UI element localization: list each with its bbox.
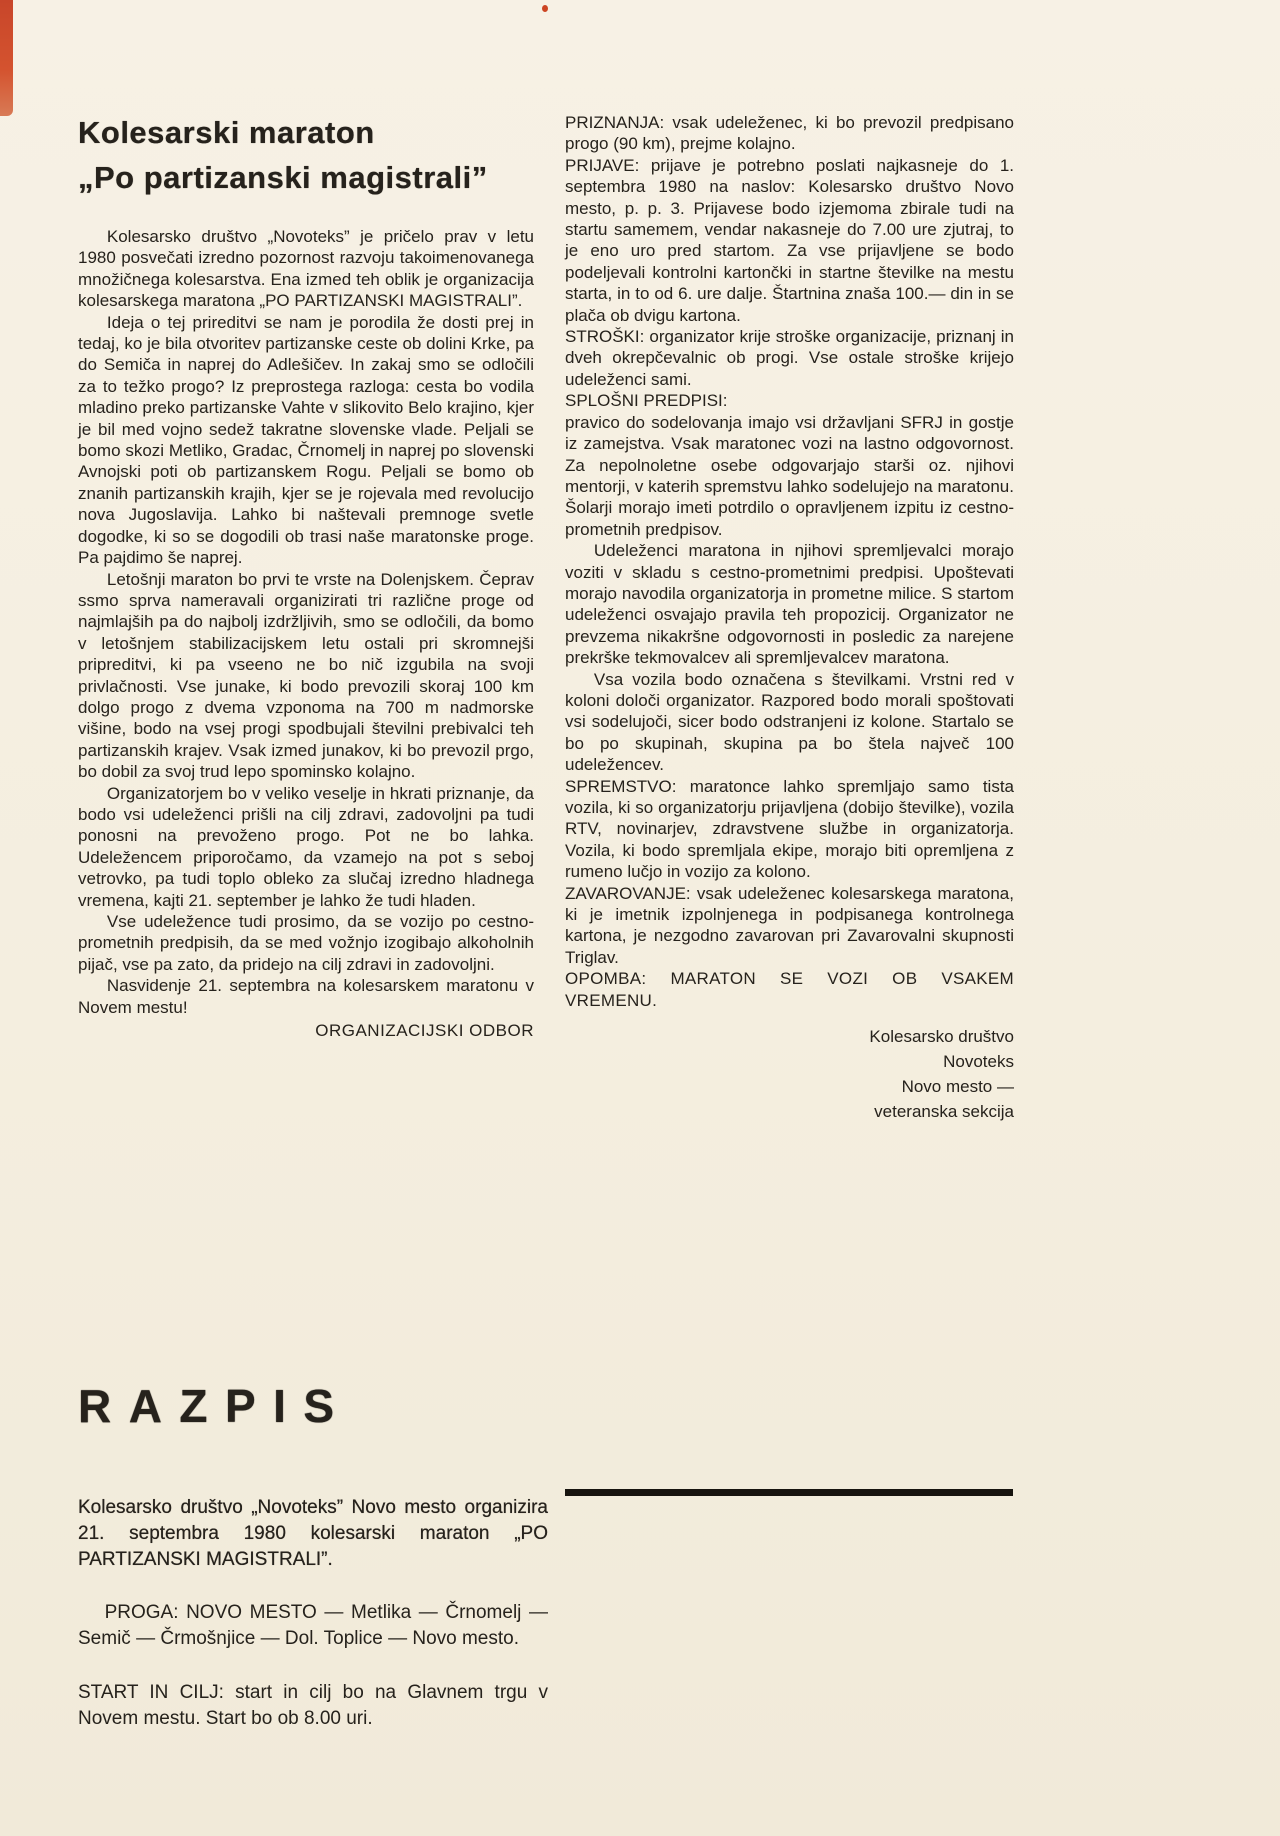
intro-text <box>78 226 534 1018</box>
intro-paragraph: Vse udeležence tudi prosimo, da se vozijo po cestno-prometnih predpisih, da se med vožnjo izogibajo alkoholnih pijač, vse pa zato, da pridejo na cilj zdravi in zadovoljni. <box>78 912 534 974</box>
intro-paragraph: Organizatorjem bo v veliko veselje in hkrati priznanje, da bodo vsi udeleženci prišli na cilj zdravi, zadovoljni pa tudi ponosni na prevoženo progo. Pot ne bo lahka. Udeležencem priporočamo, da vzamejo na pot s seboj vetrovko, pa tudi toplo obleko za slučaj izredno hladnega vremena, kajti 21. september je lahko že tudi hladen. <box>78 783 534 910</box>
razpis-heading: RAZPIS <box>78 1380 352 1432</box>
signature-line: veteranska sekcija <box>874 1102 1014 1122</box>
article-title-line2: „Po partizanski magistrali” <box>78 160 488 195</box>
red-corner-mark <box>0 0 13 116</box>
splosni-predpisi-paragraph: Udeleženci maratona in njihovi spremljevalci morajo voziti v skladu s cestno-prometnimi predpisi. Upoštevati morajo navodila organizatorja in prometne milice. S startom udeleženci osvajajo pravila teh propozicij. Organizator ne prevzema nikakršne odgovornosti in posledic za narejene prekrške tekmovalcev ali spremljevalcev maratona. <box>565 541 1014 668</box>
signature-line: Novoteks <box>943 1052 1014 1072</box>
bottom-rule <box>565 1489 1013 1496</box>
prijave-paragraph: PRIJAVE: prijave je potrebno poslati najkasneje do 1. septembra 1980 na naslov: Kolesarsko društvo Novo mesto, p. p. 3. Prijavese bodo izjemoma zbirale tudi na startu samemem, vendar nakasneje do 7.00 ure zjutraj, to je eno uro pred startom. Za vse prijavljene se bodo podeljevali kontrolni kartončki in startne številke na mestu starta, in to od 6. ure dalje. Štartnina znaša 100.— din in se plača ob dvigu kartona. <box>565 155 1014 325</box>
signature-block <box>565 1024 1014 1124</box>
intro-paragraph: Letošnji maraton bo prvi te vrste na Dolenjskem. Čeprav ssmo sprva nameravali organizirati tri različne proge od najmlajših pa do najbolj izdržljivih, smo se odločili, da bomo v letošnjem stabilizacijskem letu ostali pri skromnejši pripreditvi, ki pa vseeno ne bo nič izgubila na svoji privlačnosti. Vse junake, ki bodo prevozili skoraj 100 km dolgo progo z dvema vzponoma na 700 m nadmorske višine, bodo na vsej progi spodbujali številni prebivalci teh partizanskih krajev. Vsak izmed junakov, ki bo prevozil prgo, bo dobil za svoj trud lepo spominsko kolajno. <box>78 569 534 782</box>
rules-column <box>565 112 1014 1124</box>
splosni-predpisi-paragraph: pravico do sodelovanja imajo vsi državljani SFRJ in gostje iz zamejstva. Vsak maratonec vozi na lastno odgovornost. Za nepolnoletne osebe odgovarjajo starši oz. njihovi mentorji, v katerih spremstvu lahko sodelujejo na maratonu. Šolarji morajo imeti potrdilo o opravljenem izpitu iz cestno-prometnih predpisov. <box>565 412 1014 539</box>
zavarovanje-paragraph: ZAVAROVANJE: vsak udeleženec kolesarskega maratona, ki je imetnik izpolnjenega in podpisanega kontrolnega kartona, je nezgodno zavarovan pri Zavarovalni skupnosti Triglav. <box>565 883 1014 967</box>
intro-paragraph: Nasvidenje 21. septembra na kolesarskem maratonu v Novem mestu! <box>78 976 534 1017</box>
route-paragraph: PROGA: NOVO MESTO — Metlika — Črnomelj — Semič — Črmošnjice — Dol. Toplice — Novo mesto. <box>78 1602 548 1649</box>
razpis-section <box>78 1380 548 1732</box>
priznanja-paragraph: PRIZNANJA: vsak udeleženec, ki bo prevozil predpisano progo (90 km), prejme kolajno. <box>565 113 1014 154</box>
organizing-committee-signoff: ORGANIZACIJSKI ODBOR <box>315 1021 534 1041</box>
opomba-paragraph: OPOMBA: MARATON SE VOZI OB VSAKEM VREMENU. <box>565 969 1014 1010</box>
left-column <box>78 110 534 1041</box>
razpis-intro-paragraph: Kolesarsko društvo „Novoteks” Novo mesto organizira 21. septembra 1980 kolesarski maraton „PO PARTIZANSKI MAGISTRALI”. <box>78 1497 548 1570</box>
signature-line: Kolesarsko društvo <box>869 1027 1014 1047</box>
splosni-predpisi-heading: SPLOŠNI PREDPISI: <box>565 391 728 411</box>
start-finish-paragraph: START IN CILJ: start in cilj bo na Glavnem trgu v Novem mestu. Start bo ob 8.00 uri. <box>78 1682 548 1729</box>
article-title-line1: Kolesarski maraton <box>78 115 375 150</box>
intro-paragraph: Ideja o tej prireditvi se nam je porodila že dosti prej in tedaj, ko je bila otvoritev partizanske ceste ob dolini Krke, pa do Semiča in naprej do Adlešičev. In zakaj smo se odločili za to težko progo? Iz preprostega razloga: cesta bo vodila mladino preko partizanske Vahte v slikovito Belo krajino, kjer je bil med vojno sedež takratne slovenske vlade. Peljali se bomo skozi Metliko, Gradac, Črnomelj in naprej po slovenski Avnojski poti ob partizanskem Rogu. Peljali se bomo ob znanih partizanskih krajih, kjer se je rojevala med revolucijo nova Jugoslavija. Lahko bi naštevali premnoge svetle dogodke, ki so se dogodili ob trasi naše maratonske proge. Pa pajdimo še naprej. <box>78 312 534 568</box>
spremstvo-paragraph: SPREMSTVO: maratonce lahko spremljajo samo tista vozila, ki so organizatorju prijavljena (dobijo številke), vozila RTV, novinarjev, zdravstvene službe in organizatorja. Vozila, ki bodo spremljala ekipe, morajo biti opremljena z rumeno lučjo in vozijo za kolono. <box>565 776 1014 882</box>
article-title <box>78 110 534 200</box>
splosni-predpisi-paragraph: Vsa vozila bodo označena s številkami. Vrstni red v koloni določi organizator. Razpored bodo morali spoštovati vsi sodelujoči, sicer bodo odstranjeni iz kolone. Startalo se bo po skupinah, skupina pa bo štela največ 100 udeležencev. <box>565 669 1014 775</box>
razpis-body <box>78 1495 548 1732</box>
signature-line: Novo mesto — <box>901 1077 1014 1097</box>
stroski-paragraph: STROŠKI: organizator krije stroške organizacije, priznanj in dveh okrepčevalnic ob progi. Vse ostale stroške krijejo udeleženci sami. <box>565 327 1014 389</box>
red-speck <box>542 5 548 12</box>
intro-paragraph: Kolesarsko društvo „Novoteks” je pričelo prav v letu 1980 posvečati izredno pozornost razvoju takoimenovanega množičnega kolesarstva. Ena izmed teh oblik je organizacija kolesarskega maratona „PO PARTIZANSKI MAGISTRALI”. <box>78 227 534 311</box>
